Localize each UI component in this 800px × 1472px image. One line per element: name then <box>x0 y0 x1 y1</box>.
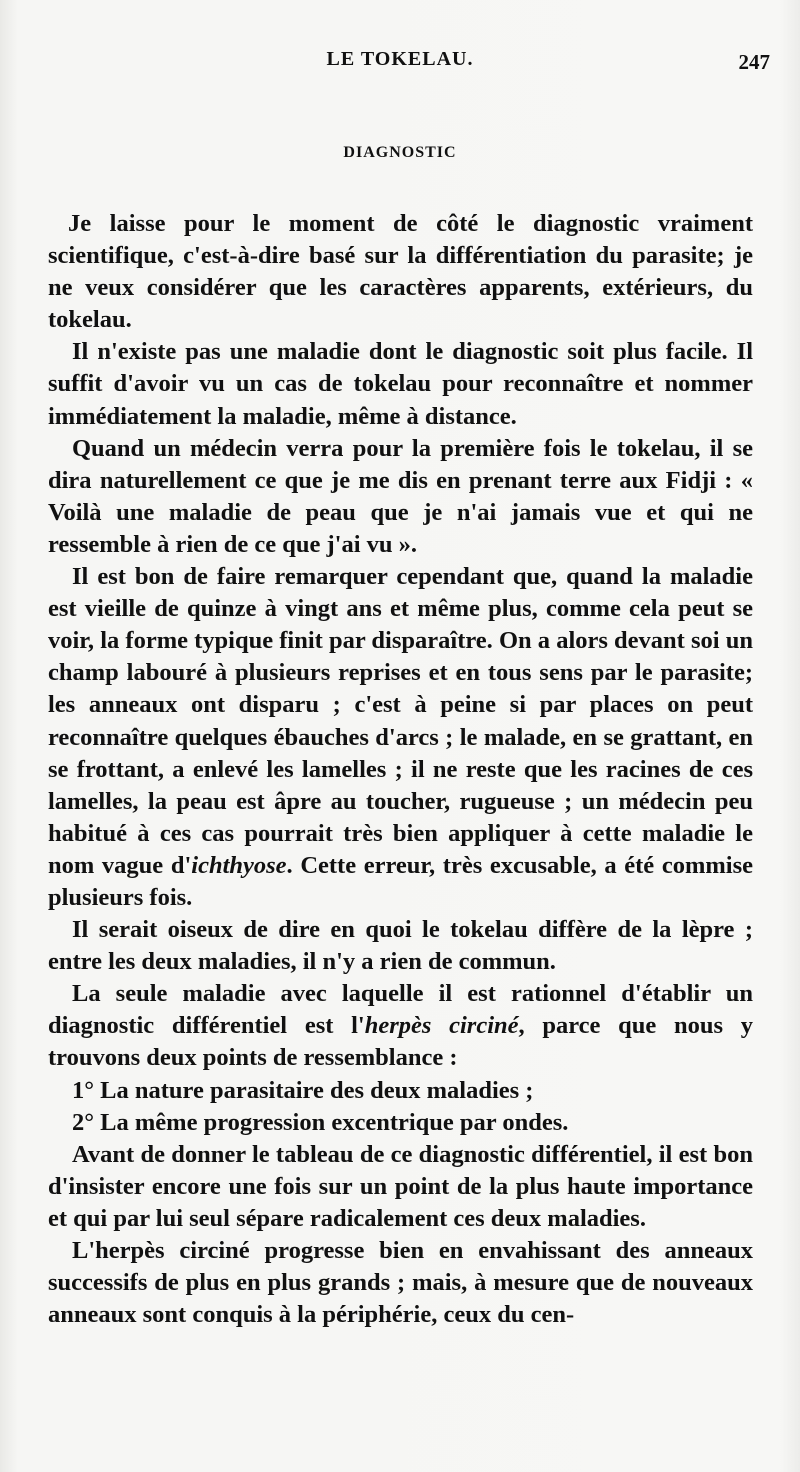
paragraph-text: Il est bon de faire remarquer cependant que, quand la maladie est vieille de quinze à vingt ans et même plus, comme cela peut se voir, la forme typique finit par disparaître. On a alors devant soi un champ labouré à plusieurs reprises et en tous sens par le parasite; les anneaux ont disparu ; c'est à peine si par places on peut reconnaître quelques ébauches d'arcs ; le malade, en se grattant, en se frottant, a enlevé les lamelles ; il ne reste que les racines de ces lamelles, la peau est âpre au toucher, rugueuse ; un médecin peu habitué à ces cas pourrait très bien appliquer à cette maladie le nom vague d' <box>48 563 753 879</box>
emphasized-term: herpès circiné <box>364 1012 519 1040</box>
paragraph-text: . Cette erreur, très excusable, a été commise plusieurs fois. <box>48 851 753 911</box>
section-heading: DIAGNOSTIC <box>343 144 457 161</box>
paragraph-text: , parce que nous y trouvons deux points de ressemblance : <box>48 1012 753 1072</box>
body-text <box>48 208 753 1331</box>
page-number: 247 <box>738 50 770 74</box>
list-item: 2° La même progression excentrique par ondes. <box>72 1108 569 1136</box>
list-item: 1° La nature parasitaire des deux maladies ; <box>72 1076 534 1104</box>
paragraph-text: La seule maladie avec laquelle il est rationnel d'établir un diagnostic différentiel est l' <box>48 980 753 1040</box>
paragraph: L'herpès circiné progresse bien en envahissant des anneaux successifs de plus en plus grands ; mais, à mesure que de nouveaux anneaux sont conquis à la périphérie, ceux du cen- <box>48 1237 753 1329</box>
paragraph: Je laisse pour le moment de côté le diagnostic vraiment scientifique, c'est-à-dire basé sur la différentiation du parasite; je ne veux considérer que les caractères apparents, extérieurs, du tokelau. <box>48 210 753 334</box>
running-title: LE TOKELAU. <box>326 48 474 70</box>
emphasized-term: ichthyose <box>191 851 287 879</box>
paragraph: Il serait oiseux de dire en quoi le tokelau diffère de la lèpre ; entre les deux maladies, il n'y a rien de commun. <box>48 916 753 976</box>
paragraph: Avant de donner le tableau de ce diagnostic différentiel, il est bon d'insister encore une fois sur un point de la plus haute importance et qui par lui seul sépare radicalement ces deux maladies. <box>48 1140 753 1232</box>
paragraph: Quand un médecin verra pour la première fois le tokelau, il se dira naturellement ce que je me dis en prenant terre aux Fidji : « Voilà une maladie de peau que je n'ai jamais vue et qui ne ressemble à rien de ce que j'ai vu ». <box>48 434 753 558</box>
paragraph <box>48 978 753 1074</box>
paragraph: Il n'existe pas une maladie dont le diagnostic soit plus facile. Il suffit d'avoir vu un cas de tokelau pour reconnaître et nommer immédiatement la maladie, même à distance. <box>48 338 753 430</box>
paragraph <box>48 561 753 914</box>
